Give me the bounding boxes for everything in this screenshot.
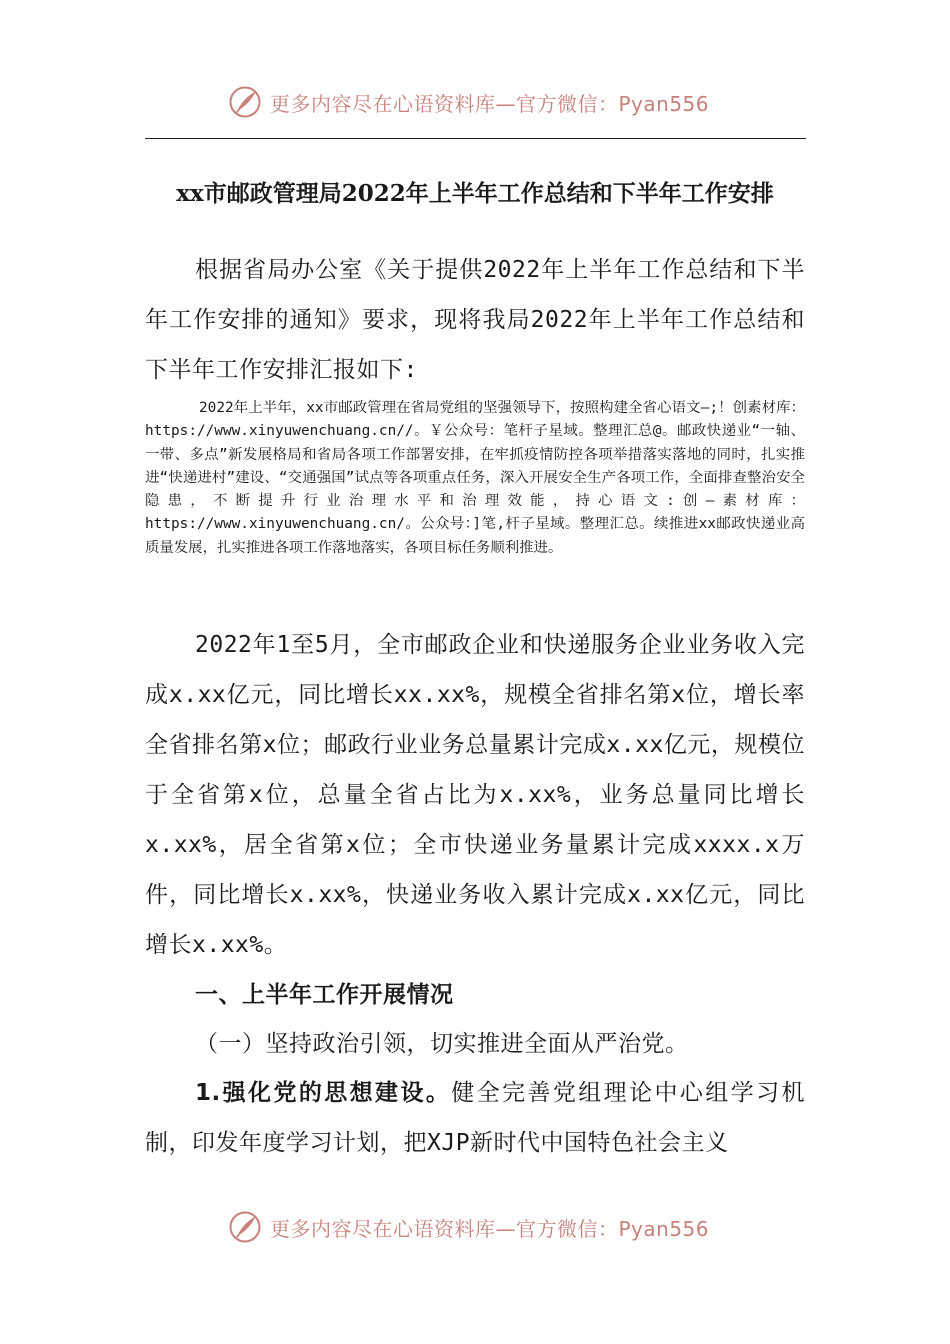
subsection-heading: （一）坚持政治引领，切实推进全面从严治党。 [195, 1031, 689, 1057]
feather-pen-logo-icon [228, 1210, 262, 1244]
item-paragraph [145, 1068, 805, 1168]
item-body: 健全完善党组理论中心组学习机制，印发年度学习计划，把XJP新时代中国特色社会主义 [145, 1080, 805, 1156]
watermark-text: 更多内容尽在心语资料库—官方微信：Pyan556 [270, 1216, 710, 1241]
section-heading: 一、上半年工作开展情况 [195, 982, 454, 1008]
document-title: xx市邮政管理局2022年上半年工作总结和下半年工作安排 [176, 180, 774, 207]
item-lead: 1.强化党的思想建设。 [195, 1080, 452, 1106]
intro-paragraph: 根据省局办公室《关于提供2022年上半年工作总结和下半年工作安排的通知》要求，现将我局2022年上半年工作总结和下半年工作安排汇报如下: [145, 257, 805, 383]
header-divider [145, 138, 806, 139]
summary-paragraph: 2022年上半年，xx市邮政管理在省局党组的坚强领导下，按照构建全省心语文—;！创素材库：https://www.xinyuwenchuang.cn//。￥公众号：笔杆子星域。整理汇总@。邮政快递业“一轴、一带、多点”新发展格局和省局各项工作部署安排，在牢抓疫情防控各项举措落实落地的同时，扎实推进“快递进村”建设、“交通强国”试点等各项重点任务，深入开展安全生产各项工作，全面排查整治安全隐患，不断提升行业治理水平和治理效能，持心语文:创—素材库：https://www.xinyuwenchuang.cn/。公众号：]笔,杆子星域。整理汇总。续推进xx邮政快递业高质量发展，扎实推进各项工作落地落实，各项目标任务顺利推进。 [145, 400, 805, 556]
top-watermark-banner [228, 82, 709, 122]
watermark-text: 更多内容尽在心语资料库—官方微信：Pyan556 [270, 91, 710, 116]
bottom-watermark-banner [228, 1207, 709, 1247]
stats-paragraph: 2022年1至5月，全市邮政企业和快递服务企业业务收入完成x.xx亿元，同比增长xx.xx%，规模全省排名第x位，增长率全省排名第x位；邮政行业业务总量累计完成x.xx亿元，规模位于全省第x位，总量全省占比为x.xx%，业务总量同比增长x.xx%，居全省第x位；全市快递业务量累计完成xxxx.x万件，同比增长x.xx%，快递业务收入累计完成x.xx亿元，同比增长x.xx%。 [145, 632, 805, 958]
feather-pen-logo-icon [228, 85, 262, 119]
